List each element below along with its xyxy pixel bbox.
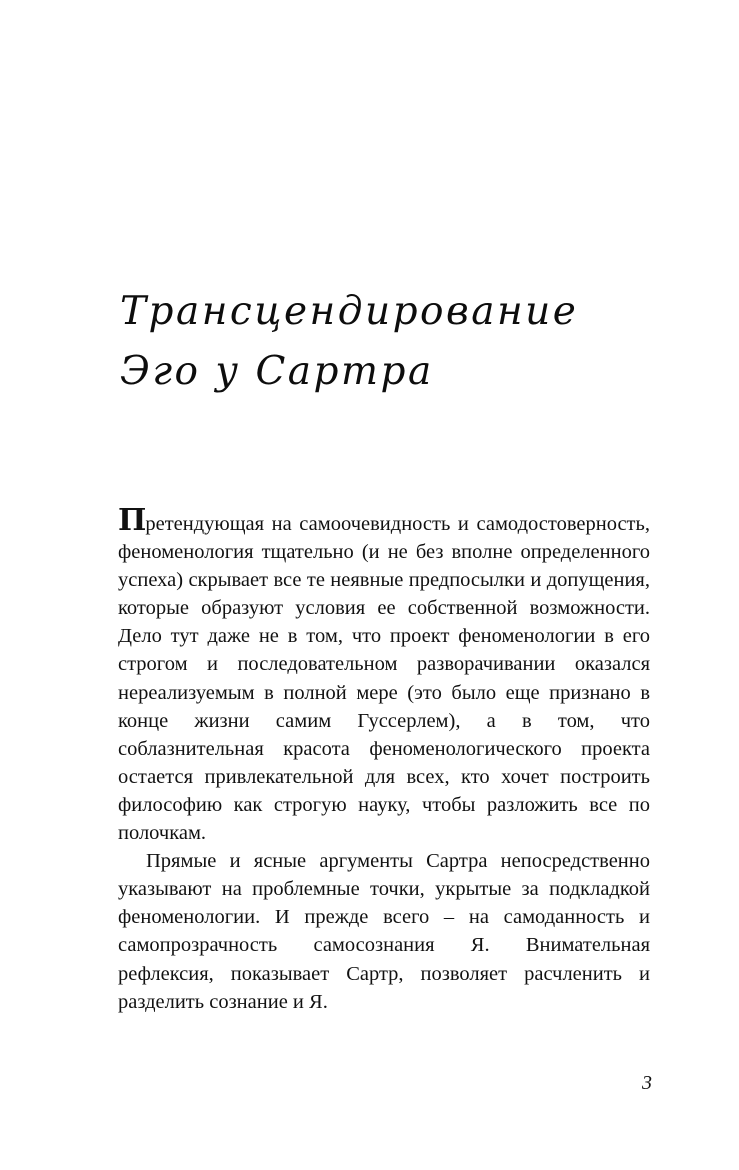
chapter-title <box>120 282 640 402</box>
paragraph-1 <box>118 503 650 847</box>
chapter-title-line-2: Эго у Сартра <box>120 349 434 394</box>
paragraph-2: Прямые и ясные аргументы Сартра непосредственно указывают на проблемные точки, укрытые за подкладкой феноменологии. И прежде всего – на самоданность и самопрозрачность самосознания Я. Внимательная рефлексия, показывает Сартр, позволяет расчленить и разделить сознание и Я. <box>118 850 650 1013</box>
page-number: 3 <box>642 1072 652 1094</box>
drop-cap: П <box>118 503 146 538</box>
paragraph-1-text: ретендующая на самоочевидность и самодостоверность, феноменология тщательно (и не без вполне определенного успеха) скрывает все те неявные предпосылки и допущения, которые образуют условия ее собственной возможности. Дело тут даже не в том, что проект феноменологии в его строгом и последовательном разворачивании оказался нереализуемым в полной мере (это было еще признано в конце жизни самим Гуссерлем), а в том, что соблазнительная красота феноменологического проекта остается привлекательной для всех, кто хочет построить философию как строгую науку, чтобы разложить все по полочкам. <box>118 513 650 845</box>
chapter-body <box>118 503 650 1016</box>
chapter-title-line-1: Трансцендирование <box>120 289 579 334</box>
